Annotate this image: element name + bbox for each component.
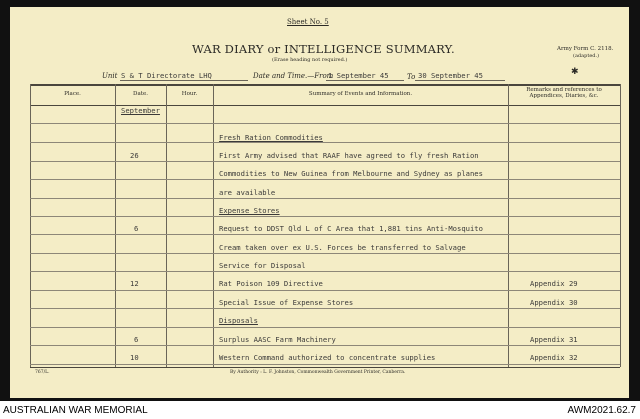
table-row-summary: Request to DDST Qld L of C Area that 1,881 tins Anti-Mosquito (219, 224, 483, 233)
from-date: 1 September 45 (328, 71, 389, 80)
unit-label: Unit (102, 72, 118, 80)
table-row-date: 26 (130, 151, 139, 160)
diary-sheet (10, 7, 629, 398)
column-header-remarks: Remarks and references to Appendices, Diaries, &c. (526, 87, 602, 99)
archive-footer (0, 401, 640, 419)
row-line (30, 142, 620, 143)
row-line (30, 161, 620, 162)
row-line (30, 253, 620, 254)
row-line (30, 179, 620, 180)
table-bottom-border (30, 367, 620, 368)
army-form-label: Army Form C. 2118. (557, 46, 614, 52)
printer-authority: By Authority : L. F. Johnston, Commonwealth Government Printer, Canberra. (230, 370, 406, 375)
section-heading: Expense Stores (219, 206, 280, 215)
column-header-hour: Hour. (181, 91, 198, 97)
archive-name: AUSTRALIAN WAR MEMORIAL (3, 405, 148, 416)
table-row-remarks: Appendix 31 (530, 335, 578, 344)
section-heading: Fresh Ration Commodities (219, 133, 323, 142)
row-line (30, 198, 620, 199)
row-line (30, 345, 620, 346)
table-row-summary: Service for Disposal (219, 261, 306, 270)
table-top-border (30, 84, 620, 86)
column-divider (213, 84, 214, 367)
column-header-date: Date. (133, 91, 148, 97)
table-row-summary: Surplus AASC Farm Machinery (219, 335, 336, 344)
archive-reference: AWM2021.62.7 (567, 405, 636, 416)
page-subtitle: (Erase heading not required.) (272, 57, 348, 63)
row-line (30, 308, 620, 309)
table-row-summary: are available (219, 188, 276, 197)
unit-value: S & T Directorate LHQ (121, 71, 212, 80)
row-line (30, 271, 620, 272)
sheet-number: Sheet No. 5 (287, 18, 329, 26)
column-header-summary: Summary of Events and Information. (308, 91, 413, 97)
table-row-summary: Cream taken over ex U.S. Forces be transferred to Salvage (219, 243, 466, 252)
to-label: To (407, 73, 416, 81)
table-row-date: September (121, 106, 160, 115)
table-row-date: 6 (134, 335, 139, 344)
row-line (30, 290, 620, 291)
column-divider (620, 84, 621, 367)
table-row-date: 10 (130, 353, 139, 362)
table-row-remarks: Appendix 30 (530, 298, 578, 307)
table-row-date: 6 (134, 224, 139, 233)
printer-code: 767/L. (35, 370, 50, 375)
table-header-border (30, 105, 620, 106)
from-underline (326, 80, 404, 81)
date-time-label: Date and Time.—From (253, 72, 334, 80)
column-divider (508, 84, 509, 367)
row-line (30, 234, 620, 235)
table-row-summary: Rat Poison 109 Directive (219, 279, 323, 288)
to-date: 30 September 45 (418, 71, 483, 80)
table-row-summary: First Army advised that RAAF have agreed to fly fresh Ration (219, 151, 479, 160)
tick-mark: ✱ (571, 67, 579, 77)
army-form-adapted: (adapted.) (573, 53, 600, 59)
table-row-remarks: Appendix 29 (530, 279, 578, 288)
section-heading: Disposals (219, 316, 258, 325)
column-header-place: Place. (64, 91, 81, 97)
row-line (30, 327, 620, 328)
table-row-date: 12 (130, 279, 139, 288)
unit-underline (120, 80, 248, 81)
column-divider (115, 84, 116, 367)
to-underline (415, 80, 505, 81)
column-divider (30, 84, 31, 367)
table-row-summary: Commodities to New Guinea from Melbourne and Sydney as planes (219, 169, 483, 178)
table-row-remarks: Appendix 32 (530, 353, 578, 362)
table-row-summary: Western Command authorized to concentrate supplies (219, 353, 436, 362)
page-title: WAR DIARY or INTELLIGENCE SUMMARY. (192, 42, 455, 56)
row-line (30, 364, 620, 365)
column-divider (166, 84, 167, 367)
row-line (30, 123, 620, 124)
table-row-summary: Special Issue of Expense Stores (219, 298, 354, 307)
row-line (30, 216, 620, 217)
